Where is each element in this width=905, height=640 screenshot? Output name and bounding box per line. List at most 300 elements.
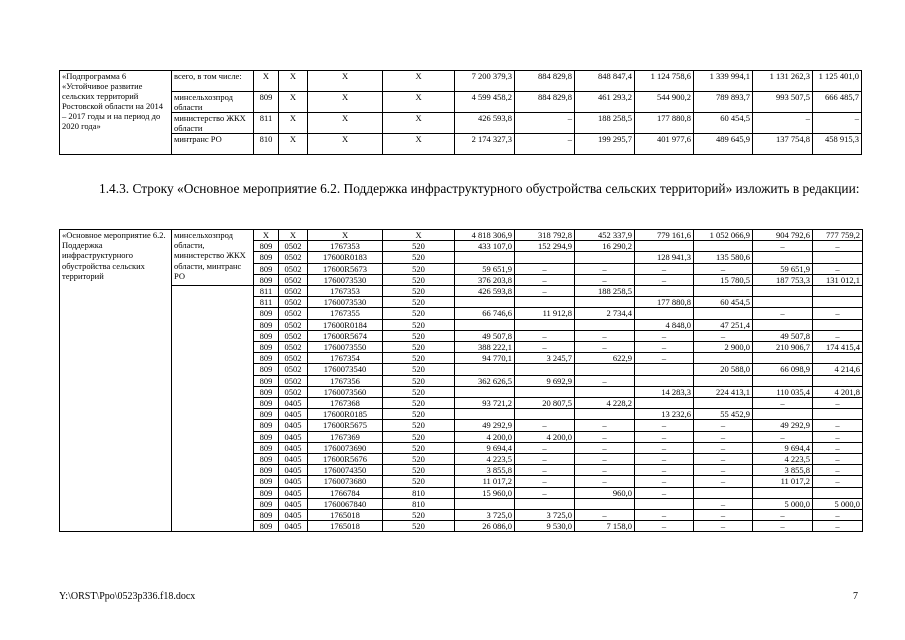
table-cell: 666 485,7: [813, 92, 862, 113]
table-cell: [813, 319, 863, 330]
table-cell: 993 507,5: [753, 92, 813, 113]
table-cell: –: [575, 420, 635, 431]
table-cell: [753, 409, 813, 420]
table-cell: [575, 252, 635, 263]
table-cell: 0502: [279, 286, 308, 297]
table-cell: 809: [254, 274, 279, 285]
table-cell: –: [813, 420, 863, 431]
table-cell: 809: [254, 442, 279, 453]
table-cell: 17600R0183: [308, 252, 383, 263]
table-cell: 1767369: [308, 431, 383, 442]
table-cell: –: [515, 286, 575, 297]
table-cell: 110 035,4: [753, 386, 813, 397]
table-cell: 0502: [279, 308, 308, 319]
table-cell: –: [694, 465, 753, 476]
table-cell: 520: [383, 521, 455, 532]
table-cell: 520: [383, 308, 455, 319]
table-cell: 362 626,5: [455, 375, 515, 386]
table-row: [60, 71, 862, 92]
table-cell: 0405: [279, 398, 308, 409]
table-cell: 809: [254, 498, 279, 509]
table-cell: 809: [254, 409, 279, 420]
table-cell: 2 174 327,3: [455, 134, 515, 155]
table-cell: 1765018: [308, 510, 383, 521]
table-cell: –: [694, 420, 753, 431]
table-cell: 0502: [279, 241, 308, 252]
table-cell: –: [635, 476, 694, 487]
table-cell: 520: [383, 420, 455, 431]
table-cell: 811: [254, 113, 279, 134]
table-cell: 809: [254, 476, 279, 487]
table-cell: 1767353: [308, 241, 383, 252]
table-cell: –: [515, 420, 575, 431]
executor-blank-cell: [172, 286, 254, 532]
table-cell: 13 232,6: [635, 409, 694, 420]
table-cell: [455, 297, 515, 308]
table-cell: 520: [383, 353, 455, 364]
table-cell: –: [515, 442, 575, 453]
table-cell: [753, 487, 813, 498]
table-cell: [455, 498, 515, 509]
table-row: [60, 113, 862, 134]
table-cell: 1767353: [308, 286, 383, 297]
table-cell: 809: [254, 263, 279, 274]
table-cell: 809: [254, 375, 279, 386]
table-cell: [813, 252, 863, 263]
table-cell: 60 454,5: [694, 297, 753, 308]
table-cell: 520: [383, 375, 455, 386]
table-cell: 520: [383, 454, 455, 465]
table-cell: –: [813, 113, 862, 134]
table-row: [60, 286, 863, 297]
table-cell: X: [308, 230, 383, 241]
table-cell: [694, 398, 753, 409]
table-cell: 0405: [279, 476, 308, 487]
table-cell: 520: [383, 252, 455, 263]
table-cell: 0502: [279, 263, 308, 274]
table-cell: [635, 241, 694, 252]
table-cell: [635, 398, 694, 409]
table-cell: 2 900,0: [694, 342, 753, 353]
table-cell: 188 258,5: [575, 286, 635, 297]
table-cell: 809: [254, 398, 279, 409]
table-cell: –: [753, 431, 813, 442]
table-cell: 520: [383, 442, 455, 453]
table-cell: 0502: [279, 297, 308, 308]
table-cell: 5 000,0: [813, 498, 863, 509]
table-cell: 55 452,9: [694, 409, 753, 420]
table-cell: –: [635, 342, 694, 353]
table-cell: 809: [254, 353, 279, 364]
table-cell: –: [813, 510, 863, 521]
table-cell: 0502: [279, 386, 308, 397]
table-cell: 0405: [279, 487, 308, 498]
executor-cell: министерство ЖКХ области: [172, 113, 254, 134]
table-cell: –: [813, 454, 863, 465]
table-cell: [575, 319, 635, 330]
table-cell: 4 848,0: [635, 319, 694, 330]
table-cell: [575, 364, 635, 375]
table-cell: 376 203,8: [455, 274, 515, 285]
table-cell: 1760073530: [308, 274, 383, 285]
table-cell: –: [813, 308, 863, 319]
table-cell: 1767368: [308, 398, 383, 409]
table-cell: 49 292,9: [753, 420, 813, 431]
table-cell: 520: [383, 431, 455, 442]
table-cell: [753, 319, 813, 330]
table-cell: –: [694, 442, 753, 453]
table-cell: –: [515, 263, 575, 274]
table-cell: –: [813, 442, 863, 453]
table-cell: –: [515, 454, 575, 465]
table-cell: 177 880,8: [635, 297, 694, 308]
table-cell: 135 580,6: [694, 252, 753, 263]
table-cell: 17600R5674: [308, 330, 383, 341]
table-cell: –: [694, 431, 753, 442]
table-cell: 66 746,6: [455, 308, 515, 319]
table-cell: –: [575, 330, 635, 341]
table-cell: 94 770,1: [455, 353, 515, 364]
table-cell: –: [635, 330, 694, 341]
table-cell: 884 829,8: [515, 92, 575, 113]
table-cell: X: [279, 134, 308, 155]
table-cell: 210 906,7: [753, 342, 813, 353]
table-cell: –: [575, 465, 635, 476]
table-cell: 4 201,8: [813, 386, 863, 397]
table-cell: 789 893,7: [694, 92, 753, 113]
table-cell: –: [813, 263, 863, 274]
table-cell: 0405: [279, 454, 308, 465]
footer-page-number: 7: [853, 591, 858, 602]
table-cell: 520: [383, 364, 455, 375]
table-cell: 388 222,1: [455, 342, 515, 353]
table-cell: –: [694, 521, 753, 532]
table-cell: [753, 353, 813, 364]
table-cell: 1760073680: [308, 476, 383, 487]
table-cell: 9 694,4: [753, 442, 813, 453]
table-cell: 2 734,4: [575, 308, 635, 319]
table-cell: [694, 308, 753, 319]
table-cell: –: [753, 398, 813, 409]
table-cell: 0405: [279, 521, 308, 532]
table-cell: 93 721,2: [455, 398, 515, 409]
table-cell: 520: [383, 241, 455, 252]
table-cell: [694, 286, 753, 297]
table-cell: –: [635, 442, 694, 453]
table-cell: 452 337,9: [575, 230, 635, 241]
table-cell: 810: [383, 498, 455, 509]
table-cell: 520: [383, 286, 455, 297]
table-cell: –: [515, 487, 575, 498]
table-cell: 1760067840: [308, 498, 383, 509]
executor-cell: всего, в том числе:: [172, 71, 254, 92]
table-cell: –: [813, 431, 863, 442]
table-cell: 1 131 262,3: [753, 71, 813, 92]
table-cell: X: [308, 92, 383, 113]
table-cell: 1767356: [308, 375, 383, 386]
table-cell: –: [694, 510, 753, 521]
table-cell: 0405: [279, 442, 308, 453]
table-cell: 622,9: [575, 353, 635, 364]
table-cell: [753, 297, 813, 308]
table-cell: –: [813, 241, 863, 252]
table-cell: 9 530,0: [515, 521, 575, 532]
table-cell: –: [515, 330, 575, 341]
table-cell: X: [279, 92, 308, 113]
table-cell: 3 725,0: [455, 510, 515, 521]
table-cell: 809: [254, 454, 279, 465]
table-cell: 777 759,2: [813, 230, 863, 241]
table-cell: [455, 386, 515, 397]
table-cell: X: [383, 134, 455, 155]
table-cell: –: [813, 330, 863, 341]
table-cell: [753, 252, 813, 263]
table-cell: 1760073530: [308, 297, 383, 308]
table-cell: [813, 409, 863, 420]
table-cell: [515, 498, 575, 509]
table-cell: X: [279, 230, 308, 241]
table-cell: X: [308, 71, 383, 92]
table-cell: –: [753, 241, 813, 252]
table-cell: –: [575, 375, 635, 386]
table-cell: 3 245,7: [515, 353, 575, 364]
table-cell: 9 692,9: [515, 375, 575, 386]
table-cell: 7 200 379,3: [455, 71, 515, 92]
table-cell: X: [383, 92, 455, 113]
table-cell: 0405: [279, 431, 308, 442]
table-cell: [455, 319, 515, 330]
table-cell: –: [575, 454, 635, 465]
table-cell: 17600R0184: [308, 319, 383, 330]
table-cell: [753, 286, 813, 297]
table-cell: 520: [383, 274, 455, 285]
table-cell: [455, 252, 515, 263]
table-cell: 4 214,6: [813, 364, 863, 375]
table-cell: [635, 286, 694, 297]
table-cell: 0502: [279, 274, 308, 285]
table-cell: X: [308, 134, 383, 155]
table-cell: –: [635, 521, 694, 532]
table-cell: –: [635, 487, 694, 498]
table-cell: X: [254, 230, 279, 241]
executor-cell: минсельхозпрод области: [172, 92, 254, 113]
table-cell: 4 223,5: [753, 454, 813, 465]
table-cell: –: [515, 465, 575, 476]
table-cell: 131 012,1: [813, 274, 863, 285]
table-cell: –: [635, 353, 694, 364]
table-cell: 17600R5673: [308, 263, 383, 274]
table-cell: 3 725,0: [515, 510, 575, 521]
table-cell: 809: [254, 252, 279, 263]
table-cell: 60 454,5: [694, 113, 753, 134]
table-cell: 811: [254, 286, 279, 297]
table-cell: 809: [254, 487, 279, 498]
table-cell: 401 977,6: [635, 134, 694, 155]
table-cell: [515, 409, 575, 420]
table-cell: 1766784: [308, 487, 383, 498]
table-cell: –: [813, 398, 863, 409]
table-cell: 4 228,2: [575, 398, 635, 409]
table-cell: 0502: [279, 375, 308, 386]
table-cell: 318 792,8: [515, 230, 575, 241]
table-cell: 1767354: [308, 353, 383, 364]
table-cell: 224 413,1: [694, 386, 753, 397]
table-cell: [515, 386, 575, 397]
table-cell: [813, 353, 863, 364]
table-cell: 1760074350: [308, 465, 383, 476]
table-cell: –: [635, 274, 694, 285]
table-cell: [753, 375, 813, 386]
table-cell: [813, 286, 863, 297]
table-cell: 16 290,2: [575, 241, 635, 252]
table-cell: 11 912,8: [515, 308, 575, 319]
table-cell: 4 223,5: [455, 454, 515, 465]
executor-cell: минтранс РО: [172, 134, 254, 155]
amendment-paragraph: 1.4.3. Строку «Основное мероприятие 6.2. Поддержка инфраструктурного обустройства сельских территорий» изложить в редакции:: [99, 181, 860, 196]
table-cell: 0502: [279, 330, 308, 341]
table-cell: 520: [383, 409, 455, 420]
table-cell: 128 941,3: [635, 252, 694, 263]
table-cell: 17600R0185: [308, 409, 383, 420]
main-activity-table: [59, 229, 863, 532]
table-cell: 426 593,8: [455, 113, 515, 134]
table-row: [60, 230, 863, 241]
table-cell: 47 251,4: [694, 319, 753, 330]
table-cell: 520: [383, 319, 455, 330]
table-cell: 811: [254, 297, 279, 308]
table-cell: –: [575, 263, 635, 274]
table-cell: 0502: [279, 252, 308, 263]
table-cell: 0502: [279, 353, 308, 364]
table-cell: –: [813, 521, 863, 532]
table-cell: 9 694,4: [455, 442, 515, 453]
executor-cell: минсельхозпрод области, министерство ЖКХ области, минтранс РО: [172, 230, 254, 286]
table-cell: 4 818 306,9: [455, 230, 515, 241]
subprogram-name-cell: «Подпрограмма 6 «Устойчивое развитие сельских территорий Ростовской области на 2014 – 2017 годы и на период до 2020 года»: [60, 71, 172, 155]
table-cell: 0405: [279, 498, 308, 509]
table-cell: –: [575, 442, 635, 453]
table-cell: 66 098,9: [753, 364, 813, 375]
table-cell: 809: [254, 431, 279, 442]
table-cell: [455, 409, 515, 420]
table-cell: –: [515, 342, 575, 353]
table-cell: 188 258,5: [575, 113, 635, 134]
table-cell: 809: [254, 386, 279, 397]
table-cell: X: [308, 113, 383, 134]
table-cell: 458 915,3: [813, 134, 862, 155]
table-cell: X: [383, 71, 455, 92]
table-cell: [635, 375, 694, 386]
table-cell: 0405: [279, 465, 308, 476]
table-cell: [813, 487, 863, 498]
table-cell: –: [635, 263, 694, 274]
table-cell: 1 052 066,9: [694, 230, 753, 241]
table-cell: –: [635, 510, 694, 521]
table-cell: 809: [254, 342, 279, 353]
table-cell: 1 124 758,6: [635, 71, 694, 92]
table-cell: 11 017,2: [455, 476, 515, 487]
table-cell: 1 339 994,1: [694, 71, 753, 92]
table-cell: 809: [254, 92, 279, 113]
table-cell: 17600R5675: [308, 420, 383, 431]
table-cell: –: [753, 510, 813, 521]
table-cell: 49 507,8: [455, 330, 515, 341]
table-cell: X: [383, 230, 455, 241]
table-cell: 809: [254, 521, 279, 532]
table-cell: 779 161,6: [635, 230, 694, 241]
table-cell: –: [753, 113, 813, 134]
table-cell: 1760073690: [308, 442, 383, 453]
table-cell: 137 754,8: [753, 134, 813, 155]
table-cell: 59 651,9: [753, 263, 813, 274]
table-cell: 520: [383, 398, 455, 409]
table-cell: 809: [254, 510, 279, 521]
table-cell: [515, 252, 575, 263]
table-cell: 809: [254, 420, 279, 431]
table-cell: –: [575, 476, 635, 487]
table-cell: –: [694, 498, 753, 509]
table-cell: –: [575, 274, 635, 285]
table-cell: 4 599 458,2: [455, 92, 515, 113]
table-cell: X: [383, 113, 455, 134]
table-cell: 1765018: [308, 521, 383, 532]
table-cell: 14 283,3: [635, 386, 694, 397]
table-cell: –: [694, 263, 753, 274]
table-cell: –: [575, 342, 635, 353]
table-cell: 520: [383, 465, 455, 476]
table-cell: 4 200,0: [455, 431, 515, 442]
table-cell: [515, 297, 575, 308]
table-cell: [813, 375, 863, 386]
table-cell: –: [635, 420, 694, 431]
table-cell: [515, 319, 575, 330]
table-cell: 960,0: [575, 487, 635, 498]
table-cell: 809: [254, 241, 279, 252]
table-cell: –: [813, 476, 863, 487]
table-cell: 152 294,9: [515, 241, 575, 252]
table-cell: 7 158,0: [575, 521, 635, 532]
table-cell: 49 507,8: [753, 330, 813, 341]
table-cell: 904 792,6: [753, 230, 813, 241]
table-cell: 489 645,9: [694, 134, 753, 155]
table-cell: –: [515, 274, 575, 285]
table-cell: [575, 498, 635, 509]
table-cell: 5 000,0: [753, 498, 813, 509]
table-cell: 520: [383, 476, 455, 487]
table-cell: 20 588,0: [694, 364, 753, 375]
table-cell: –: [694, 454, 753, 465]
table-cell: 0502: [279, 319, 308, 330]
table-cell: 199 295,7: [575, 134, 635, 155]
table-cell: 809: [254, 319, 279, 330]
table-cell: 26 086,0: [455, 521, 515, 532]
table-cell: 520: [383, 510, 455, 521]
table-cell: [635, 308, 694, 319]
table-cell: 433 107,0: [455, 241, 515, 252]
table-cell: 884 829,8: [515, 71, 575, 92]
table-cell: 520: [383, 263, 455, 274]
table-cell: 520: [383, 330, 455, 341]
table-cell: 0502: [279, 342, 308, 353]
table-cell: –: [515, 134, 575, 155]
activity-name-cell: «Основное мероприятие 6.2. Поддержка инфраструктурного обустройства сельских территорий: [60, 230, 172, 532]
table-cell: [694, 241, 753, 252]
table-cell: 809: [254, 465, 279, 476]
table-cell: 3 855,8: [455, 465, 515, 476]
table-cell: [635, 498, 694, 509]
table-cell: [813, 297, 863, 308]
table-cell: 809: [254, 308, 279, 319]
